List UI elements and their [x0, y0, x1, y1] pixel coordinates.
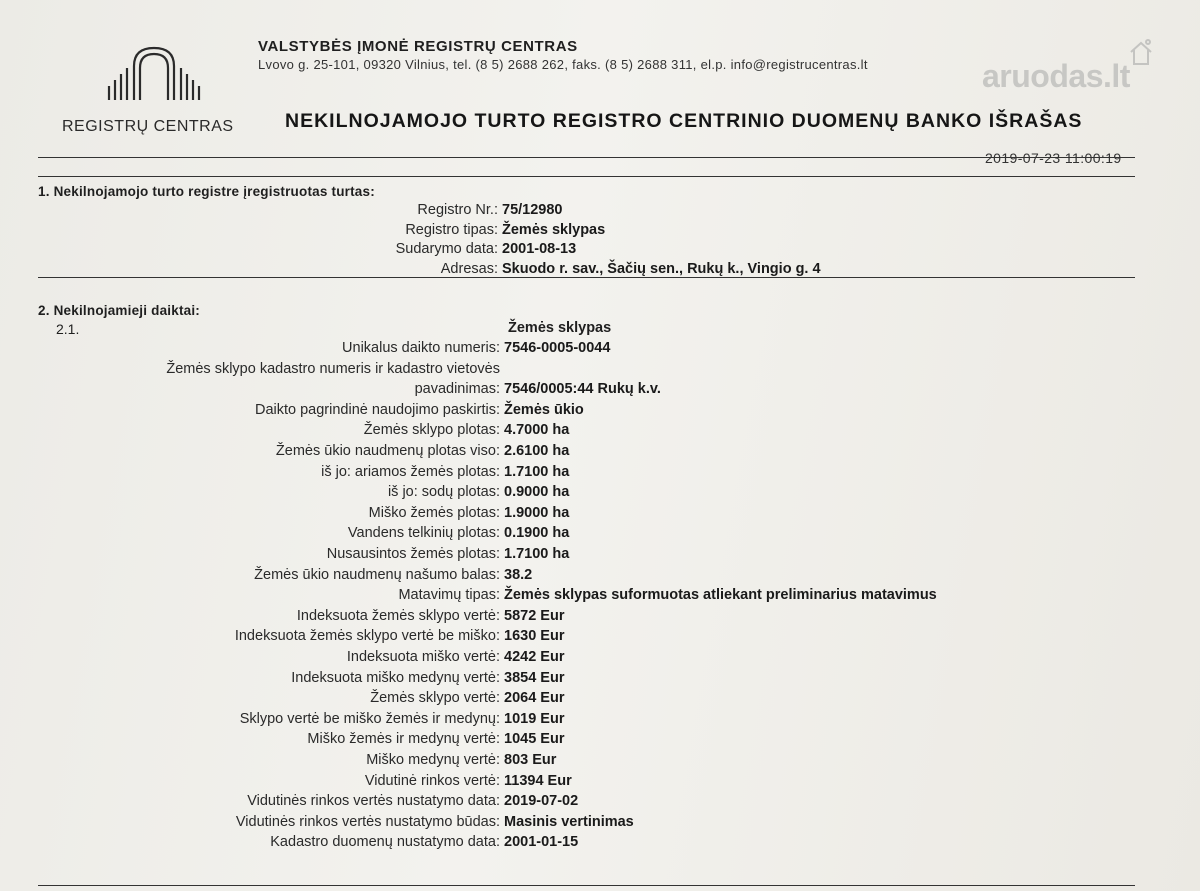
- field-value: 0.1900 ha: [504, 525, 570, 542]
- field-label: iš jo: sodų plotas:: [387, 484, 500, 501]
- field-value: 1045 Eur: [504, 731, 565, 748]
- field-row: [0, 361, 500, 381]
- section-2-title: 2. Nekilnojamieji daiktai:: [38, 303, 201, 318]
- field-row: [0, 752, 557, 772]
- field-value: 1019 Eur: [504, 710, 565, 727]
- field-value: 1.7100 ha: [504, 463, 570, 480]
- field-label: Sklypo vertė be miško žemės ir medynų:: [239, 710, 500, 727]
- field-label: Miško medynų vertė:: [366, 752, 500, 768]
- field-label: iš jo: ariamos žemės plotas:: [321, 463, 500, 480]
- field-label: Indeksuota žemės sklypo vertė be miško:: [234, 628, 500, 645]
- field-row: [0, 649, 565, 669]
- field-label: pavadinimas:: [414, 381, 500, 398]
- field-row: [0, 463, 570, 484]
- registru-centras-logo: [52, 38, 252, 138]
- watermark-text: aruodas.lt: [982, 58, 1130, 94]
- field-value: 1.7100 ha: [504, 546, 570, 562]
- field-row: [0, 504, 570, 525]
- field-row: [0, 669, 565, 690]
- field-label: Žemės sklypo kadastro numeris ir kadastro vietovės: [166, 360, 500, 377]
- field-value: 2001-08-13: [502, 241, 577, 257]
- header-divider: [38, 157, 1135, 158]
- field-value: 7546/0005:44 Rukų k.v.: [504, 381, 661, 398]
- field-row: [0, 546, 570, 566]
- field-value: Žemės sklypas suformuotas atliekant preliminarius matavimus: [504, 587, 937, 604]
- field-value: 11394 Eur: [504, 772, 572, 789]
- field-value: 2.6100 ha: [504, 443, 570, 459]
- field-row: [0, 422, 570, 442]
- field-value: Žemės ūkio: [504, 401, 584, 418]
- field-label: Indeksuota miško vertė:: [346, 649, 500, 665]
- field-label: Žemės ūkio naudmenų plotas viso:: [275, 443, 500, 459]
- field-value: Skuodo r. sav., Šačių sen., Rukų k., Vingio g. 4: [502, 260, 821, 277]
- field-label: Nusausintos žemės plotas:: [326, 546, 500, 562]
- section-1-title: 1. Nekilnojamojo turto registre įregistruotas turtas:: [38, 184, 375, 199]
- field-value: 2064 Eur: [504, 690, 565, 707]
- field-row: [0, 443, 570, 463]
- document-title: NEKILNOJAMOJO TURTO REGISTRO CENTRINIO DUOMENŲ BANKO IŠRAŠAS: [285, 110, 1083, 132]
- item-number: 2.1.: [56, 321, 80, 337]
- field-label: Miško žemės plotas:: [368, 504, 500, 521]
- house-icon: [1128, 38, 1154, 66]
- field-value: 4.7000 ha: [504, 422, 570, 439]
- field-row: [0, 834, 579, 854]
- organization-address: Lvovo g. 25-101, 09320 Vilnius, tel. (8 5) 2688 262, faks. (8 5) 2688 311, el.p. info@registrucentras.lt: [258, 57, 868, 72]
- field-value: 1630 Eur: [504, 628, 565, 645]
- field-label: Miško žemės ir medynų vertė:: [307, 731, 500, 748]
- field-row: [0, 813, 634, 834]
- field-value: 2001-01-15: [504, 834, 579, 851]
- field-row: [0, 793, 579, 813]
- field-value: 803 Eur: [504, 752, 557, 768]
- field-value: 0.9000 ha: [504, 484, 570, 501]
- field-label: Sudarymo data:: [395, 241, 498, 257]
- field-value: 5872 Eur: [504, 607, 565, 624]
- field-value: 1.9000 ha: [504, 504, 570, 521]
- field-row: [0, 221, 606, 242]
- field-label: Vidutinės rinkos vertės nustatymo būdas:: [235, 813, 500, 830]
- field-value: Žemės sklypas: [502, 221, 606, 238]
- field-label: Registro Nr.:: [417, 202, 498, 218]
- logo-text: REGISTRŲ CENTRAS: [62, 118, 234, 135]
- field-row: [0, 340, 611, 360]
- field-row: [0, 772, 572, 793]
- footer-divider: [38, 885, 1135, 886]
- field-value: Masinis vertinimas: [504, 813, 634, 830]
- field-row: [0, 381, 661, 401]
- field-value: 7546-0005-0044: [504, 340, 611, 356]
- field-label: Registro tipas:: [405, 221, 498, 238]
- field-value: 3854 Eur: [504, 669, 565, 686]
- field-value: 4242 Eur: [504, 649, 565, 665]
- field-label: Kadastro duomenų nustatymo data:: [270, 834, 500, 851]
- field-row: [0, 525, 570, 545]
- field-row: [0, 731, 565, 751]
- field-label: Žemės sklypo plotas:: [363, 422, 500, 439]
- section-1-divider: [38, 277, 1135, 278]
- field-value: 38.2: [504, 566, 533, 583]
- field-row: [0, 241, 577, 261]
- field-row: [0, 587, 937, 607]
- field-label: Indeksuota miško medynų vertė:: [291, 669, 500, 686]
- field-label: Žemės ūkio naudmenų našumo balas:: [254, 566, 500, 583]
- field-value: 2019-07-02: [504, 793, 579, 810]
- timestamp-divider: [38, 176, 1135, 177]
- extract-timestamp: 2019-07-23 11:00:19: [985, 150, 1122, 166]
- field-row: [0, 628, 565, 648]
- field-row: [0, 710, 565, 731]
- field-row: [0, 690, 565, 710]
- field-label: Indeksuota žemės sklypo vertė:: [296, 607, 500, 624]
- field-label: Vandens telkinių plotas:: [347, 525, 500, 542]
- field-label: Adresas:: [440, 260, 498, 277]
- field-label: Matavimų tipas:: [398, 587, 500, 604]
- field-label: Daikto pagrindinė naudojimo paskirtis:: [254, 401, 500, 418]
- field-row: [0, 202, 563, 222]
- field-label: Žemės sklypo vertė:: [370, 690, 500, 707]
- registru-centras-logo-icon: [94, 38, 214, 108]
- field-row: [0, 484, 570, 504]
- field-value: 75/12980: [502, 202, 563, 218]
- organization-name: VALSTYBĖS ĮMONĖ REGISTRŲ CENTRAS: [258, 38, 578, 55]
- field-row: [0, 401, 584, 422]
- field-label: Unikalus daikto numeris:: [342, 340, 500, 356]
- field-label: Vidutinės rinkos vertės nustatymo data:: [247, 793, 500, 810]
- item-title: Žemės sklypas: [508, 320, 612, 336]
- field-row: [0, 566, 533, 587]
- field-row: [0, 607, 565, 628]
- field-label: Vidutinė rinkos vertė:: [364, 772, 500, 789]
